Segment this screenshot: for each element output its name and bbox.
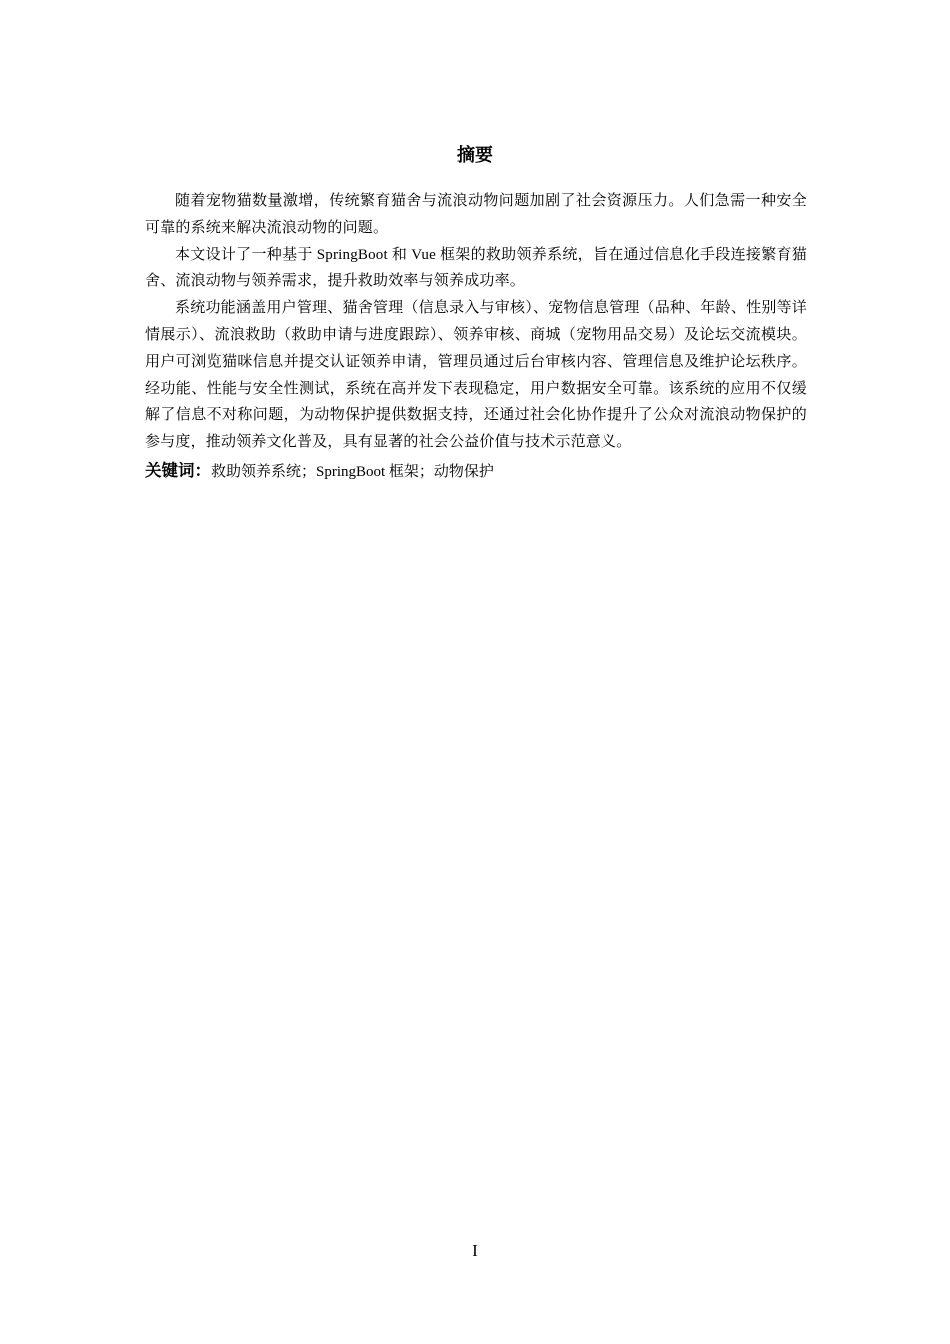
keywords-line <box>145 458 807 485</box>
page-title: 摘要 <box>457 145 493 166</box>
page-number: I <box>472 1241 478 1260</box>
abstract-paragraph-2: 本文设计了一种基于 SpringBoot 和 Vue 框架的救助领养系统，旨在通过信息化手段连接繁育猫舍、流浪动物与领养需求，提升救助效率与领养成功率。 <box>145 246 807 290</box>
abstract-body <box>145 188 807 485</box>
keywords-label: 关键词： <box>145 460 211 480</box>
abstract-paragraph-3: 系统功能涵盖用户管理、猫舍管理（信息录入与审核）、宠物信息管理（品种、年龄、性别等详情展示）、流浪救助（救助申请与进度跟踪）、领养审核、商城（宠物用品交易）及论坛交流模块。用户可浏览猫咪信息并提交认证领养申请，管理员通过后台审核内容、管理信息及维护论坛秩序。经功能、性能与安全性测试，系统在高并发下表现稳定，用户数据安全可靠。该系统的应用不仅缓解了信息不对称问题，为动物保护提供数据支持，还通过社会化协作提升了公众对流浪动物保护的参与度，推动领养文化普及，具有显著的社会公益价值与技术示范意义。 <box>145 300 807 451</box>
keywords-text: 救助领养系统；SpringBoot 框架；动物保护 <box>211 463 494 480</box>
abstract-paragraph-1: 随着宠物猫数量激增，传统繁育猫舍与流浪动物问题加剧了社会资源压力。人们急需一种安全可靠的系统来解决流浪动物的问题。 <box>145 193 807 236</box>
